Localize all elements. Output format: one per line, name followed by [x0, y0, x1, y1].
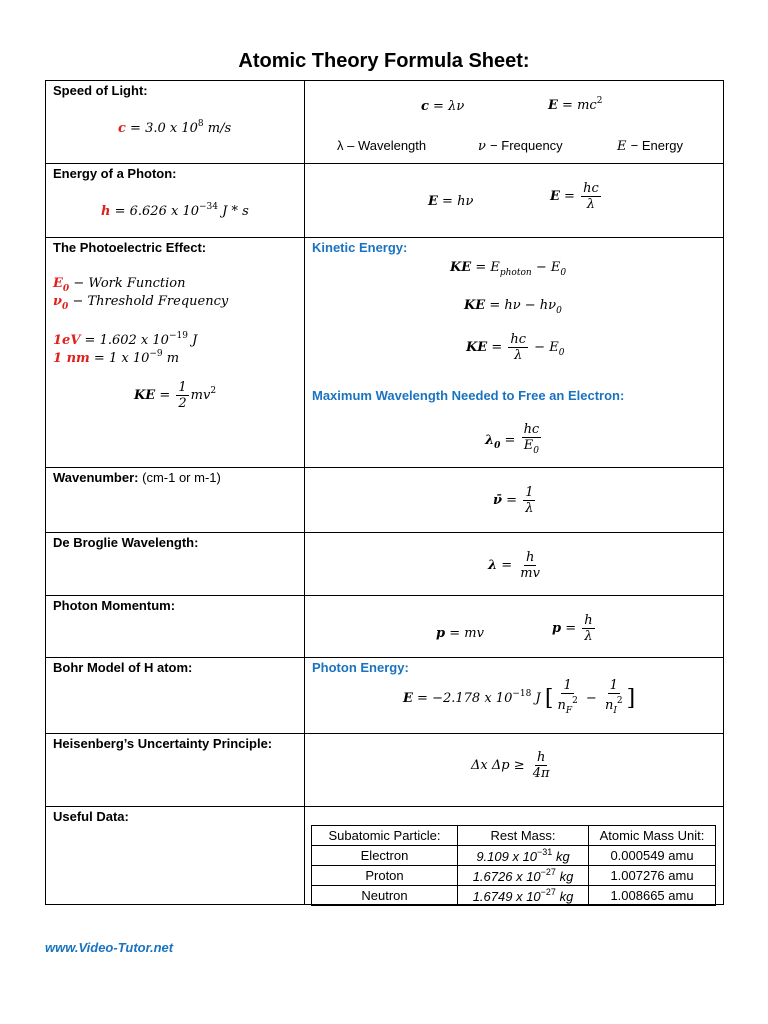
formula-p-h-lambda: p = $\frac{h}{\lambda}$ [552, 613, 593, 644]
cell-useful-label [46, 807, 305, 905]
cell-momentum-formulas [305, 596, 724, 658]
formula-wavenumber: ν̄ = $\frac{1}{\lambda}$ [493, 485, 534, 516]
rest-mass: 1.6749 x $10^{-27}$ kg [458, 886, 589, 906]
table-row [312, 886, 716, 906]
speed-of-light-value: c = 3.0 x $10^8$ m/s [118, 119, 232, 136]
photon-energy-heading: Photon Energy: [312, 660, 409, 675]
useful-data-label: Useful Data: [53, 809, 129, 824]
footer-link[interactable]: www.Video-Tutor.net [45, 940, 174, 955]
wavenumber-label-group [53, 470, 221, 485]
cell-heisenberg-label [46, 734, 305, 807]
particle-name: Proton [312, 866, 458, 886]
electron-volt-conversion: 1eV = 1.602 x $10^{-19}$ J [53, 331, 198, 348]
cell-photon-label [46, 164, 305, 238]
header-amu: Atomic Mass Unit: [589, 826, 716, 846]
speed-of-light-label: Speed of Light: [53, 83, 148, 98]
planck-constant: h = 6.626 x $10^{-34}$ J * s [101, 202, 249, 219]
cell-debroglie-formula [305, 533, 724, 596]
header-rest-mass: Rest Mass: [458, 826, 589, 846]
formula-e-mc2: $E = mc^2$ [548, 96, 603, 113]
cell-photoelectric-left [46, 238, 305, 468]
formula-p-mv: p = mv [436, 626, 484, 641]
table-row [312, 846, 716, 866]
formula-e-h-nu: E = hν [428, 194, 474, 209]
nanometer-conversion: 1 nm = 1 x $10^{-9}$ m [53, 349, 180, 366]
row-photon-energy [46, 164, 724, 238]
row-speed-of-light [46, 81, 724, 164]
formula-ke-half-mv2: KE = $\frac{1}{2}$ $mv^2$ [134, 380, 217, 411]
cell-useful-table [305, 807, 724, 905]
formula-bohr-energy: E = −2.178 x $10^{-18}$ J [ $\frac{1}{n_F^2}$ − $\frac{1}{n_I^2}$ ] [403, 678, 636, 716]
particle-name: Neutron [312, 886, 458, 906]
cell-momentum-label [46, 596, 305, 658]
header-particle: Subatomic Particle: [312, 826, 458, 846]
cell-photon-formulas [305, 164, 724, 238]
wavenumber-units: (cm-1 or m-1) [142, 470, 221, 485]
table-row [312, 866, 716, 886]
amu-value: 1.007276 amu [589, 866, 716, 886]
photon-momentum-label: Photon Momentum: [53, 598, 176, 613]
energy-definition: E − Energy [617, 138, 684, 154]
cell-photoelectric-right [305, 238, 724, 468]
row-de-broglie [46, 533, 724, 596]
row-useful-data [46, 807, 724, 905]
formula-ke-photon: KE = $E_{photon} - E_0$ [450, 260, 567, 278]
cell-speed-label [46, 81, 305, 164]
formula-de-broglie: λ = $\frac{h}{mv}$ [488, 550, 540, 581]
row-bohr [46, 658, 724, 734]
row-photoelectric [46, 238, 724, 468]
formula-uncertainty: Δx Δp ≥ $\frac{h}{4\pi}$ [471, 750, 550, 781]
formula-ke-hc-lambda: KE = $\frac{hc}{\lambda}$ − $E_0$ [466, 332, 565, 363]
particle-name: Electron [312, 846, 458, 866]
max-wavelength-heading: Maximum Wavelength Needed to Free an Electron: [312, 388, 625, 403]
formula-table [45, 80, 724, 905]
page-title: Atomic Theory Formula Sheet: [238, 50, 530, 72]
cell-wavenumber-label [46, 468, 305, 533]
particle-data-table [311, 825, 716, 906]
frequency-definition: ν − Frequency [478, 138, 563, 154]
cell-debroglie-label [46, 533, 305, 596]
formula-e-hc-lambda: E = $\frac{hc}{\lambda}$ [550, 181, 599, 212]
particle-table-header [312, 826, 716, 846]
work-function-def: $E_0$ − Work Function [53, 276, 186, 294]
de-broglie-label: De Broglie Wavelength: [53, 535, 199, 550]
cell-wavenumber-formula [305, 468, 724, 533]
photon-energy-label: Energy of a Photon: [53, 166, 177, 181]
wavelength-definition: λ – Wavelength [337, 138, 427, 153]
cell-speed-formulas [305, 81, 724, 164]
cell-bohr-label [46, 658, 305, 734]
formula-lambda0: $\lambda_0$ = $\frac{hc}{E_0}$ [485, 422, 540, 456]
rest-mass: 9.109 x $10^{-31}$ kg [458, 846, 589, 866]
wavenumber-label: Wavenumber: [53, 470, 139, 485]
threshold-frequency-def: $\nu_0$ − Threshold Frequency [53, 294, 229, 312]
row-wavenumber [46, 468, 724, 533]
row-heisenberg [46, 734, 724, 807]
cell-heisenberg-formula [305, 734, 724, 807]
amu-value: 0.000549 amu [589, 846, 716, 866]
row-momentum [46, 596, 724, 658]
bohr-model-label: Bohr Model of H atom: [53, 660, 193, 675]
heisenberg-label: Heisenberg’s Uncertainty Principle: [53, 736, 273, 751]
rest-mass: 1.6726 x $10^{-27}$ kg [458, 866, 589, 886]
formula-ke-h-nu: KE = $h\nu - h\nu_0$ [464, 298, 562, 316]
amu-value: 1.008665 amu [589, 886, 716, 906]
cell-bohr-formula [305, 658, 724, 734]
kinetic-energy-heading: Kinetic Energy: [312, 240, 408, 255]
formula-c-lambda-nu: c = λν [421, 99, 465, 114]
photoelectric-label: The Photoelectric Effect: [53, 240, 207, 255]
